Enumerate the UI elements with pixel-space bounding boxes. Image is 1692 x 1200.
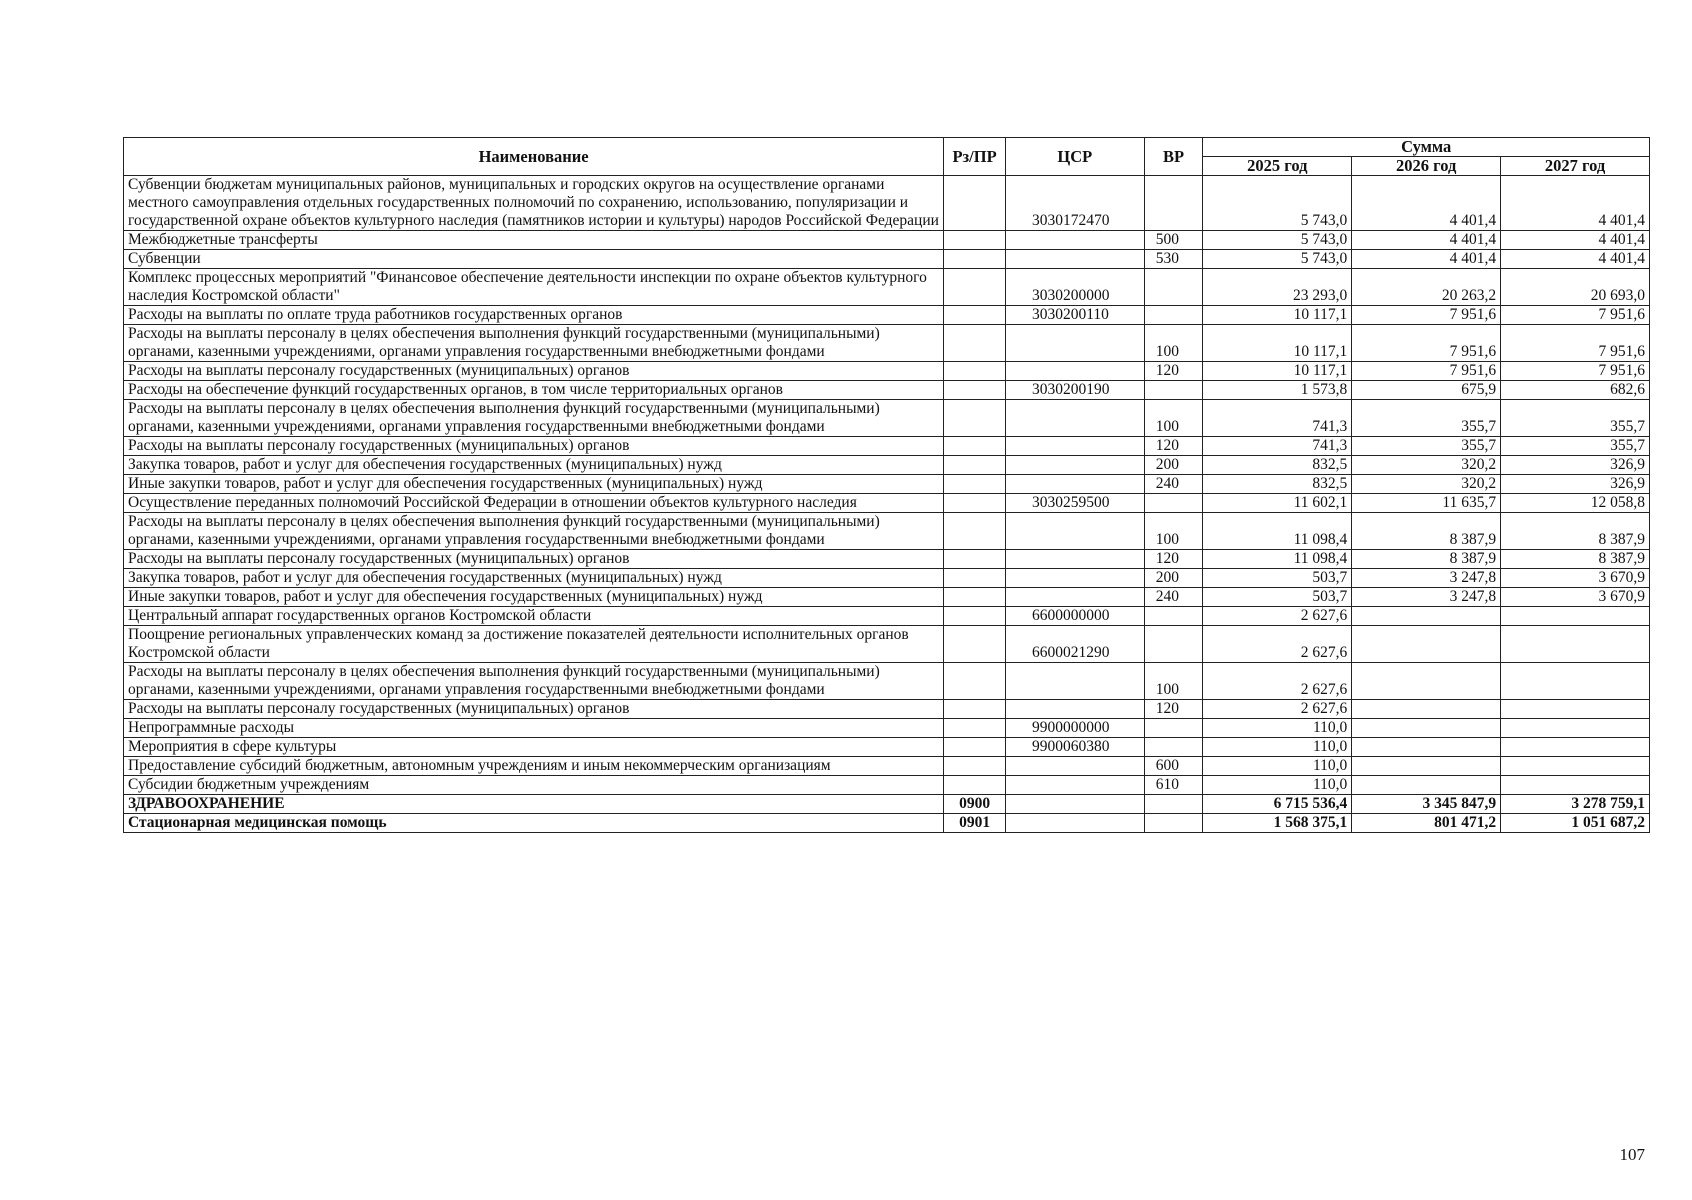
cell-sum-2026: 3 345 847,9 <box>1352 795 1501 814</box>
cell-rzpr <box>944 757 1006 776</box>
cell-rzpr: 0900 <box>944 795 1006 814</box>
cell-sum-2026: 7 951,6 <box>1352 306 1501 325</box>
table-body <box>124 176 1650 833</box>
table-row <box>124 663 1650 700</box>
cell-sum-2026 <box>1352 700 1501 719</box>
table-row <box>124 738 1650 757</box>
cell-sum-2026: 3 247,8 <box>1352 569 1501 588</box>
table-row <box>124 814 1650 833</box>
table-row <box>124 607 1650 626</box>
table-row <box>124 626 1650 663</box>
cell-sum-2025: 2 627,6 <box>1203 626 1352 663</box>
cell-rzpr <box>944 663 1006 700</box>
header-year-2026: 2026 год <box>1352 157 1501 176</box>
cell-sum-2027: 4 401,4 <box>1501 250 1650 269</box>
cell-vr <box>1144 269 1203 306</box>
cell-sum-2027: 326,9 <box>1501 456 1650 475</box>
cell-name: Стационарная медицинская помощь <box>124 814 944 833</box>
table-row <box>124 362 1650 381</box>
cell-sum-2026: 8 387,9 <box>1352 513 1501 550</box>
cell-rzpr <box>944 776 1006 795</box>
cell-name: Расходы на выплаты персоналу государственных (муниципальных) органов <box>124 700 944 719</box>
cell-rzpr <box>944 719 1006 738</box>
cell-name: ЗДРАВООХРАНЕНИЕ <box>124 795 944 814</box>
cell-sum-2025: 110,0 <box>1203 738 1352 757</box>
cell-sum-2025: 6 715 536,4 <box>1203 795 1352 814</box>
cell-vr: 610 <box>1144 776 1203 795</box>
cell-rzpr <box>944 475 1006 494</box>
table-row <box>124 176 1650 231</box>
cell-sum-2026 <box>1352 607 1501 626</box>
cell-sum-2025: 1 568 375,1 <box>1203 814 1352 833</box>
table-row <box>124 569 1650 588</box>
cell-name: Поощрение региональных управленческих команд за достижение показателей деятельности исполнительных органов Костромской области <box>124 626 944 663</box>
cell-sum-2026: 8 387,9 <box>1352 550 1501 569</box>
cell-sum-2027: 8 387,9 <box>1501 513 1650 550</box>
cell-sum-2027 <box>1501 700 1650 719</box>
cell-name: Расходы на обеспечение функций государственных органов, в том числе территориальных органов <box>124 381 944 400</box>
cell-csr <box>1005 776 1144 795</box>
table-row <box>124 269 1650 306</box>
cell-rzpr <box>944 400 1006 437</box>
cell-sum-2025: 2 627,6 <box>1203 700 1352 719</box>
table-row <box>124 513 1650 550</box>
cell-sum-2025: 5 743,0 <box>1203 231 1352 250</box>
cell-sum-2027: 4 401,4 <box>1501 176 1650 231</box>
cell-csr <box>1005 814 1144 833</box>
cell-sum-2025: 11 098,4 <box>1203 550 1352 569</box>
header-sum: Сумма <box>1203 138 1650 157</box>
cell-rzpr <box>944 362 1006 381</box>
cell-sum-2026: 11 635,7 <box>1352 494 1501 513</box>
cell-vr <box>1144 306 1203 325</box>
cell-csr: 9900000000 <box>1005 719 1144 738</box>
cell-rzpr <box>944 381 1006 400</box>
cell-rzpr <box>944 176 1006 231</box>
cell-rzpr <box>944 456 1006 475</box>
table-header <box>124 138 1650 176</box>
cell-sum-2025: 503,7 <box>1203 588 1352 607</box>
cell-vr: 120 <box>1144 362 1203 381</box>
cell-csr: 9900060380 <box>1005 738 1144 757</box>
cell-csr: 3030200110 <box>1005 306 1144 325</box>
cell-sum-2025: 741,3 <box>1203 437 1352 456</box>
cell-rzpr <box>944 700 1006 719</box>
cell-sum-2027 <box>1501 776 1650 795</box>
cell-sum-2026: 801 471,2 <box>1352 814 1501 833</box>
header-year-2027: 2027 год <box>1501 157 1650 176</box>
cell-sum-2026 <box>1352 738 1501 757</box>
cell-sum-2025: 110,0 <box>1203 776 1352 795</box>
table-row <box>124 400 1650 437</box>
cell-rzpr <box>944 494 1006 513</box>
cell-sum-2027 <box>1501 738 1650 757</box>
cell-csr <box>1005 231 1144 250</box>
cell-sum-2026: 4 401,4 <box>1352 250 1501 269</box>
cell-csr <box>1005 795 1144 814</box>
cell-name: Расходы на выплаты персоналу государственных (муниципальных) органов <box>124 550 944 569</box>
cell-csr <box>1005 757 1144 776</box>
cell-name: Расходы на выплаты персоналу в целях обеспечения выполнения функций государственными (муниципальными) органами, казенными учреждениями, органами управления государственными внебюджетными фондами <box>124 513 944 550</box>
cell-vr <box>1144 814 1203 833</box>
cell-vr: 200 <box>1144 569 1203 588</box>
table-row <box>124 306 1650 325</box>
cell-sum-2027: 355,7 <box>1501 437 1650 456</box>
cell-csr: 3030259500 <box>1005 494 1144 513</box>
header-csr: ЦСР <box>1005 138 1144 176</box>
cell-sum-2025: 503,7 <box>1203 569 1352 588</box>
cell-vr: 100 <box>1144 513 1203 550</box>
cell-sum-2027: 7 951,6 <box>1501 325 1650 362</box>
cell-sum-2026: 355,7 <box>1352 437 1501 456</box>
cell-rzpr <box>944 550 1006 569</box>
cell-vr <box>1144 719 1203 738</box>
cell-vr: 500 <box>1144 231 1203 250</box>
cell-rzpr <box>944 269 1006 306</box>
cell-csr <box>1005 569 1144 588</box>
cell-rzpr <box>944 607 1006 626</box>
cell-sum-2025: 5 743,0 <box>1203 176 1352 231</box>
cell-sum-2027: 3 670,9 <box>1501 569 1650 588</box>
cell-vr: 100 <box>1144 663 1203 700</box>
table-row <box>124 776 1650 795</box>
cell-csr <box>1005 700 1144 719</box>
cell-csr <box>1005 250 1144 269</box>
cell-sum-2026: 7 951,6 <box>1352 362 1501 381</box>
cell-sum-2027: 326,9 <box>1501 475 1650 494</box>
cell-sum-2027: 682,6 <box>1501 381 1650 400</box>
cell-vr <box>1144 494 1203 513</box>
cell-rzpr <box>944 231 1006 250</box>
cell-sum-2026 <box>1352 719 1501 738</box>
cell-name: Субсидии бюджетным учреждениям <box>124 776 944 795</box>
cell-sum-2026: 675,9 <box>1352 381 1501 400</box>
cell-name: Комплекс процессных мероприятий "Финансовое обеспечение деятельности инспекции по охране объектов культурного наследия Костромской области" <box>124 269 944 306</box>
cell-rzpr <box>944 626 1006 663</box>
cell-sum-2026: 320,2 <box>1352 456 1501 475</box>
table-row <box>124 325 1650 362</box>
cell-sum-2025: 5 743,0 <box>1203 250 1352 269</box>
cell-csr <box>1005 550 1144 569</box>
cell-vr: 120 <box>1144 700 1203 719</box>
cell-name: Непрограммные расходы <box>124 719 944 738</box>
table-row <box>124 719 1650 738</box>
cell-csr: 3030200190 <box>1005 381 1144 400</box>
cell-sum-2027: 355,7 <box>1501 400 1650 437</box>
cell-vr: 200 <box>1144 456 1203 475</box>
cell-sum-2025: 2 627,6 <box>1203 663 1352 700</box>
cell-rzpr <box>944 325 1006 362</box>
cell-vr: 100 <box>1144 400 1203 437</box>
cell-sum-2025: 741,3 <box>1203 400 1352 437</box>
header-rzpr: Рз/ПР <box>944 138 1006 176</box>
cell-vr: 240 <box>1144 588 1203 607</box>
cell-name: Закупка товаров, работ и услуг для обеспечения государственных (муниципальных) нужд <box>124 456 944 475</box>
cell-sum-2026: 355,7 <box>1352 400 1501 437</box>
cell-name: Предоставление субсидий бюджетным, автономным учреждениям и иным некоммерческим организациям <box>124 757 944 776</box>
cell-vr <box>1144 626 1203 663</box>
header-vr: ВР <box>1144 138 1203 176</box>
cell-vr <box>1144 795 1203 814</box>
cell-vr: 240 <box>1144 475 1203 494</box>
cell-csr <box>1005 456 1144 475</box>
cell-sum-2026 <box>1352 663 1501 700</box>
cell-sum-2025: 1 573,8 <box>1203 381 1352 400</box>
cell-name: Расходы на выплаты персоналу государственных (муниципальных) органов <box>124 362 944 381</box>
table-row <box>124 231 1650 250</box>
cell-csr: 6600021290 <box>1005 626 1144 663</box>
cell-vr <box>1144 176 1203 231</box>
cell-vr: 120 <box>1144 437 1203 456</box>
cell-sum-2025: 2 627,6 <box>1203 607 1352 626</box>
cell-sum-2025: 110,0 <box>1203 757 1352 776</box>
table-row <box>124 588 1650 607</box>
cell-rzpr <box>944 306 1006 325</box>
cell-sum-2025: 10 117,1 <box>1203 306 1352 325</box>
cell-sum-2027: 20 693,0 <box>1501 269 1650 306</box>
cell-name: Иные закупки товаров, работ и услуг для обеспечения государственных (муниципальных) нужд <box>124 475 944 494</box>
cell-vr <box>1144 381 1203 400</box>
table-row <box>124 795 1650 814</box>
cell-sum-2027: 1 051 687,2 <box>1501 814 1650 833</box>
cell-sum-2027 <box>1501 719 1650 738</box>
cell-sum-2025: 10 117,1 <box>1203 325 1352 362</box>
cell-rzpr <box>944 588 1006 607</box>
table-row <box>124 250 1650 269</box>
budget-table <box>123 137 1650 833</box>
cell-vr: 530 <box>1144 250 1203 269</box>
cell-sum-2027: 7 951,6 <box>1501 362 1650 381</box>
cell-csr: 6600000000 <box>1005 607 1144 626</box>
table-row <box>124 700 1650 719</box>
cell-csr <box>1005 362 1144 381</box>
table-row <box>124 437 1650 456</box>
cell-vr: 100 <box>1144 325 1203 362</box>
cell-rzpr <box>944 437 1006 456</box>
header-year-2025: 2025 год <box>1203 157 1352 176</box>
cell-sum-2026: 20 263,2 <box>1352 269 1501 306</box>
cell-sum-2026: 3 247,8 <box>1352 588 1501 607</box>
cell-rzpr <box>944 513 1006 550</box>
cell-sum-2025: 10 117,1 <box>1203 362 1352 381</box>
cell-vr <box>1144 738 1203 757</box>
cell-sum-2026: 320,2 <box>1352 475 1501 494</box>
cell-sum-2025: 110,0 <box>1203 719 1352 738</box>
cell-csr <box>1005 663 1144 700</box>
cell-csr <box>1005 325 1144 362</box>
cell-rzpr <box>944 738 1006 757</box>
cell-sum-2027 <box>1501 663 1650 700</box>
cell-sum-2025: 11 602,1 <box>1203 494 1352 513</box>
cell-name: Осуществление переданных полномочий Российской Федерации в отношении объектов культурного наследия <box>124 494 944 513</box>
cell-rzpr <box>944 250 1006 269</box>
cell-csr <box>1005 513 1144 550</box>
cell-name: Субвенции <box>124 250 944 269</box>
cell-csr <box>1005 475 1144 494</box>
cell-sum-2027 <box>1501 607 1650 626</box>
cell-sum-2026 <box>1352 757 1501 776</box>
cell-sum-2027: 3 670,9 <box>1501 588 1650 607</box>
table-row <box>124 550 1650 569</box>
table-row <box>124 757 1650 776</box>
cell-rzpr: 0901 <box>944 814 1006 833</box>
cell-sum-2027 <box>1501 757 1650 776</box>
cell-vr: 600 <box>1144 757 1203 776</box>
cell-name: Расходы на выплаты по оплате труда работников государственных органов <box>124 306 944 325</box>
cell-name: Расходы на выплаты персоналу государственных (муниципальных) органов <box>124 437 944 456</box>
cell-sum-2026: 4 401,4 <box>1352 231 1501 250</box>
cell-sum-2026 <box>1352 776 1501 795</box>
cell-csr <box>1005 400 1144 437</box>
cell-vr: 120 <box>1144 550 1203 569</box>
cell-name: Расходы на выплаты персоналу в целях обеспечения выполнения функций государственными (муниципальными) органами, казенными учреждениями, органами управления государственными внебюджетными фондами <box>124 400 944 437</box>
cell-name: Межбюджетные трансферты <box>124 231 944 250</box>
cell-name: Расходы на выплаты персоналу в целях обеспечения выполнения функций государственными (муниципальными) органами, казенными учреждениями, органами управления государственными внебюджетными фондами <box>124 663 944 700</box>
cell-sum-2025: 832,5 <box>1203 456 1352 475</box>
cell-name: Расходы на выплаты персоналу в целях обеспечения выполнения функций государственными (муниципальными) органами, казенными учреждениями, органами управления государственными внебюджетными фондами <box>124 325 944 362</box>
table-row <box>124 381 1650 400</box>
cell-sum-2027 <box>1501 626 1650 663</box>
cell-name: Иные закупки товаров, работ и услуг для обеспечения государственных (муниципальных) нужд <box>124 588 944 607</box>
cell-csr <box>1005 437 1144 456</box>
cell-csr <box>1005 588 1144 607</box>
cell-vr <box>1144 607 1203 626</box>
cell-sum-2027: 12 058,8 <box>1501 494 1650 513</box>
cell-sum-2026: 7 951,6 <box>1352 325 1501 362</box>
cell-sum-2025: 11 098,4 <box>1203 513 1352 550</box>
cell-rzpr <box>944 569 1006 588</box>
table-row <box>124 475 1650 494</box>
cell-name: Центральный аппарат государственных органов Костромской области <box>124 607 944 626</box>
table-row <box>124 494 1650 513</box>
table-row <box>124 456 1650 475</box>
cell-sum-2027: 4 401,4 <box>1501 231 1650 250</box>
header-name: Наименование <box>124 138 944 176</box>
cell-sum-2027: 8 387,9 <box>1501 550 1650 569</box>
cell-sum-2027: 7 951,6 <box>1501 306 1650 325</box>
cell-csr: 3030172470 <box>1005 176 1144 231</box>
cell-sum-2025: 832,5 <box>1203 475 1352 494</box>
page-number: 107 <box>1619 1145 1645 1164</box>
cell-name: Закупка товаров, работ и услуг для обеспечения государственных (муниципальных) нужд <box>124 569 944 588</box>
cell-sum-2026 <box>1352 626 1501 663</box>
cell-sum-2026: 4 401,4 <box>1352 176 1501 231</box>
cell-csr: 3030200000 <box>1005 269 1144 306</box>
cell-name: Субвенции бюджетам муниципальных районов, муниципальных и городских округов на осуществление органами местного самоуправления отдельных государственных полномочий по сохранению, использованию, популяризации и государственной охране объектов культурного наследия (памятников истории и культуры) народов Российской Федерации <box>124 176 944 231</box>
cell-sum-2027: 3 278 759,1 <box>1501 795 1650 814</box>
cell-name: Мероприятия в сфере культуры <box>124 738 944 757</box>
cell-sum-2025: 23 293,0 <box>1203 269 1352 306</box>
